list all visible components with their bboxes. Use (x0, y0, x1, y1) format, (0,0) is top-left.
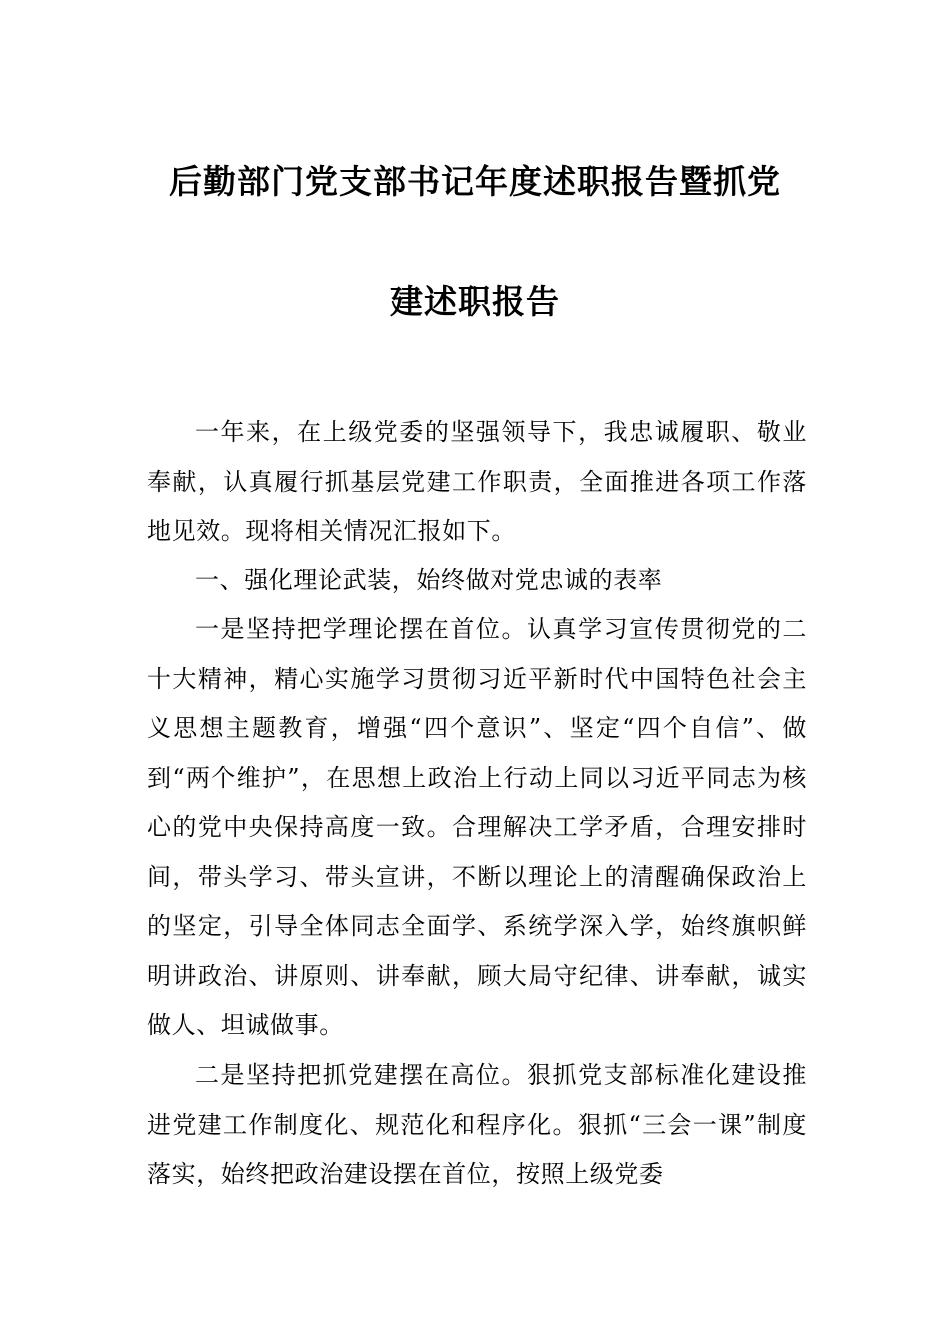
intro-paragraph: 一年来，在上级党委的坚强领导下，我忠诚履职、敬业奉献，认真履行抓基层党建工作职责，全面推进各项工作落地见效。现将相关情况汇报如下。 (147, 418, 807, 545)
document-title-line-1: 后勤部门党支部书记年度述职报告暨抓党 (169, 162, 781, 201)
document-title-line-2: 建述职报告 (390, 282, 560, 321)
point-1-paragraph: 一是坚持把学理论摆在首位。认真学习宣传贯彻党的二十大精神，精心实施学习贯彻习近平新时代中国特色社会主义思想主题教育，增强“四个意识”、坚定“四个自信”、做到“两个维护”，在思想上政治上行动上同以习近平同志为核心的党中央保持高度一致。合理解决工学矛盾，合理安排时间，带头学习、带头宣讲，不断以理论上的清醒确保政治上的坚定，引导全体同志全面学、系统学深入学，始终旗帜鲜明讲政治、讲原则、讲奉献，顾大局守纪律、讲奉献，诚实做人、坦诚做事。 (147, 615, 807, 1039)
point-2-paragraph: 二是坚持把抓党建摆在高位。狠抓党支部标准化建设推进党建工作制度化、规范化和程序化。狠抓“三会一课”制度落实，始终把政治建设摆在首位，按照上级党委 (147, 1061, 807, 1188)
section-heading-1: 一、强化理论武装，始终做对党忠诚的表率 (195, 566, 663, 594)
